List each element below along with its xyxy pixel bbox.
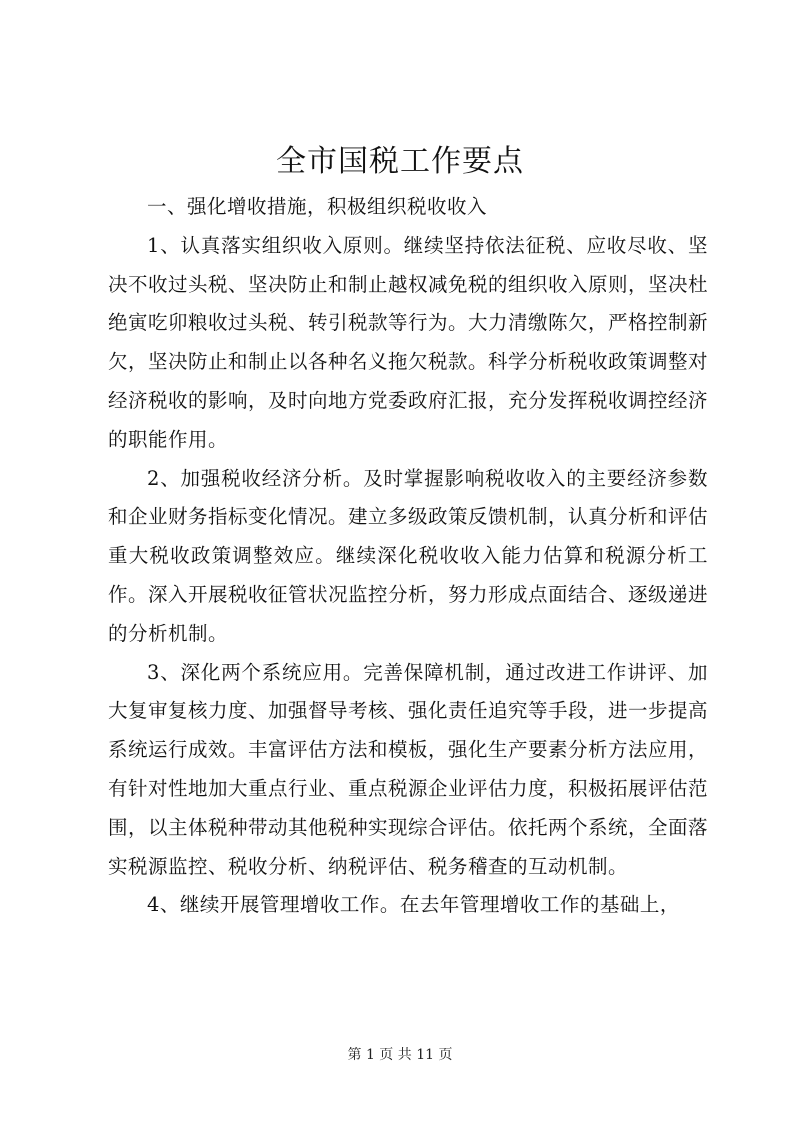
- paragraph-4: 4、继续开展管理增收工作。在去年管理增收工作的基础上，: [147, 893, 680, 917]
- paragraph-3: 3、深化两个系统应用。完善保障机制，通过改进工作讲评、加大复审复核力度、加强督导考核、强化责任追究等手段，进一步提高系统运行成效。丰富评估方法和模板，强化生产要素分析方法应用，有针对性地加大重点行业、重点税源企业评估力度，积极拓展评估范围，以主体税种带动其他税种实现综合评估。依托两个系统，全面落实税源监控、税收分析、纳税评估、税务稽查的互动机制。: [108, 660, 709, 878]
- section-heading: 一、强化增收措施，积极组织税收收入: [147, 195, 488, 218]
- paragraph-2: 2、加强税收经济分析。及时掌握影响税收收入的主要经济参数和企业财务指标变化情况。建立多级政策反馈机制，认真分析和评估重大税收政策调整效应。继续深化税收收入能力估算和税源分析工作。深入开展税收征管状况监控分析，努力形成点面结合、逐级递进的分析机制。: [108, 466, 709, 645]
- paragraph-1: 1、认真落实组织收入原则。继续坚持依法征税、应收尽收、坚决不收过头税、坚决防止和制止越权减免税的组织收入原则，坚决杜绝寅吃卯粮收过头税、转引税款等行为。大力清缴陈欠，严格控制新欠，坚决防止和制止以各种名义拖欠税款。科学分析税收政策调整对经济税收的影响，及时向地方党委政府汇报，充分发挥税收调控经济的职能作用。: [108, 233, 709, 451]
- document-title: 全市国税工作要点: [276, 144, 524, 179]
- document-body: [108, 188, 708, 925]
- page-footer: 第 1 页 共 11 页: [347, 1047, 453, 1063]
